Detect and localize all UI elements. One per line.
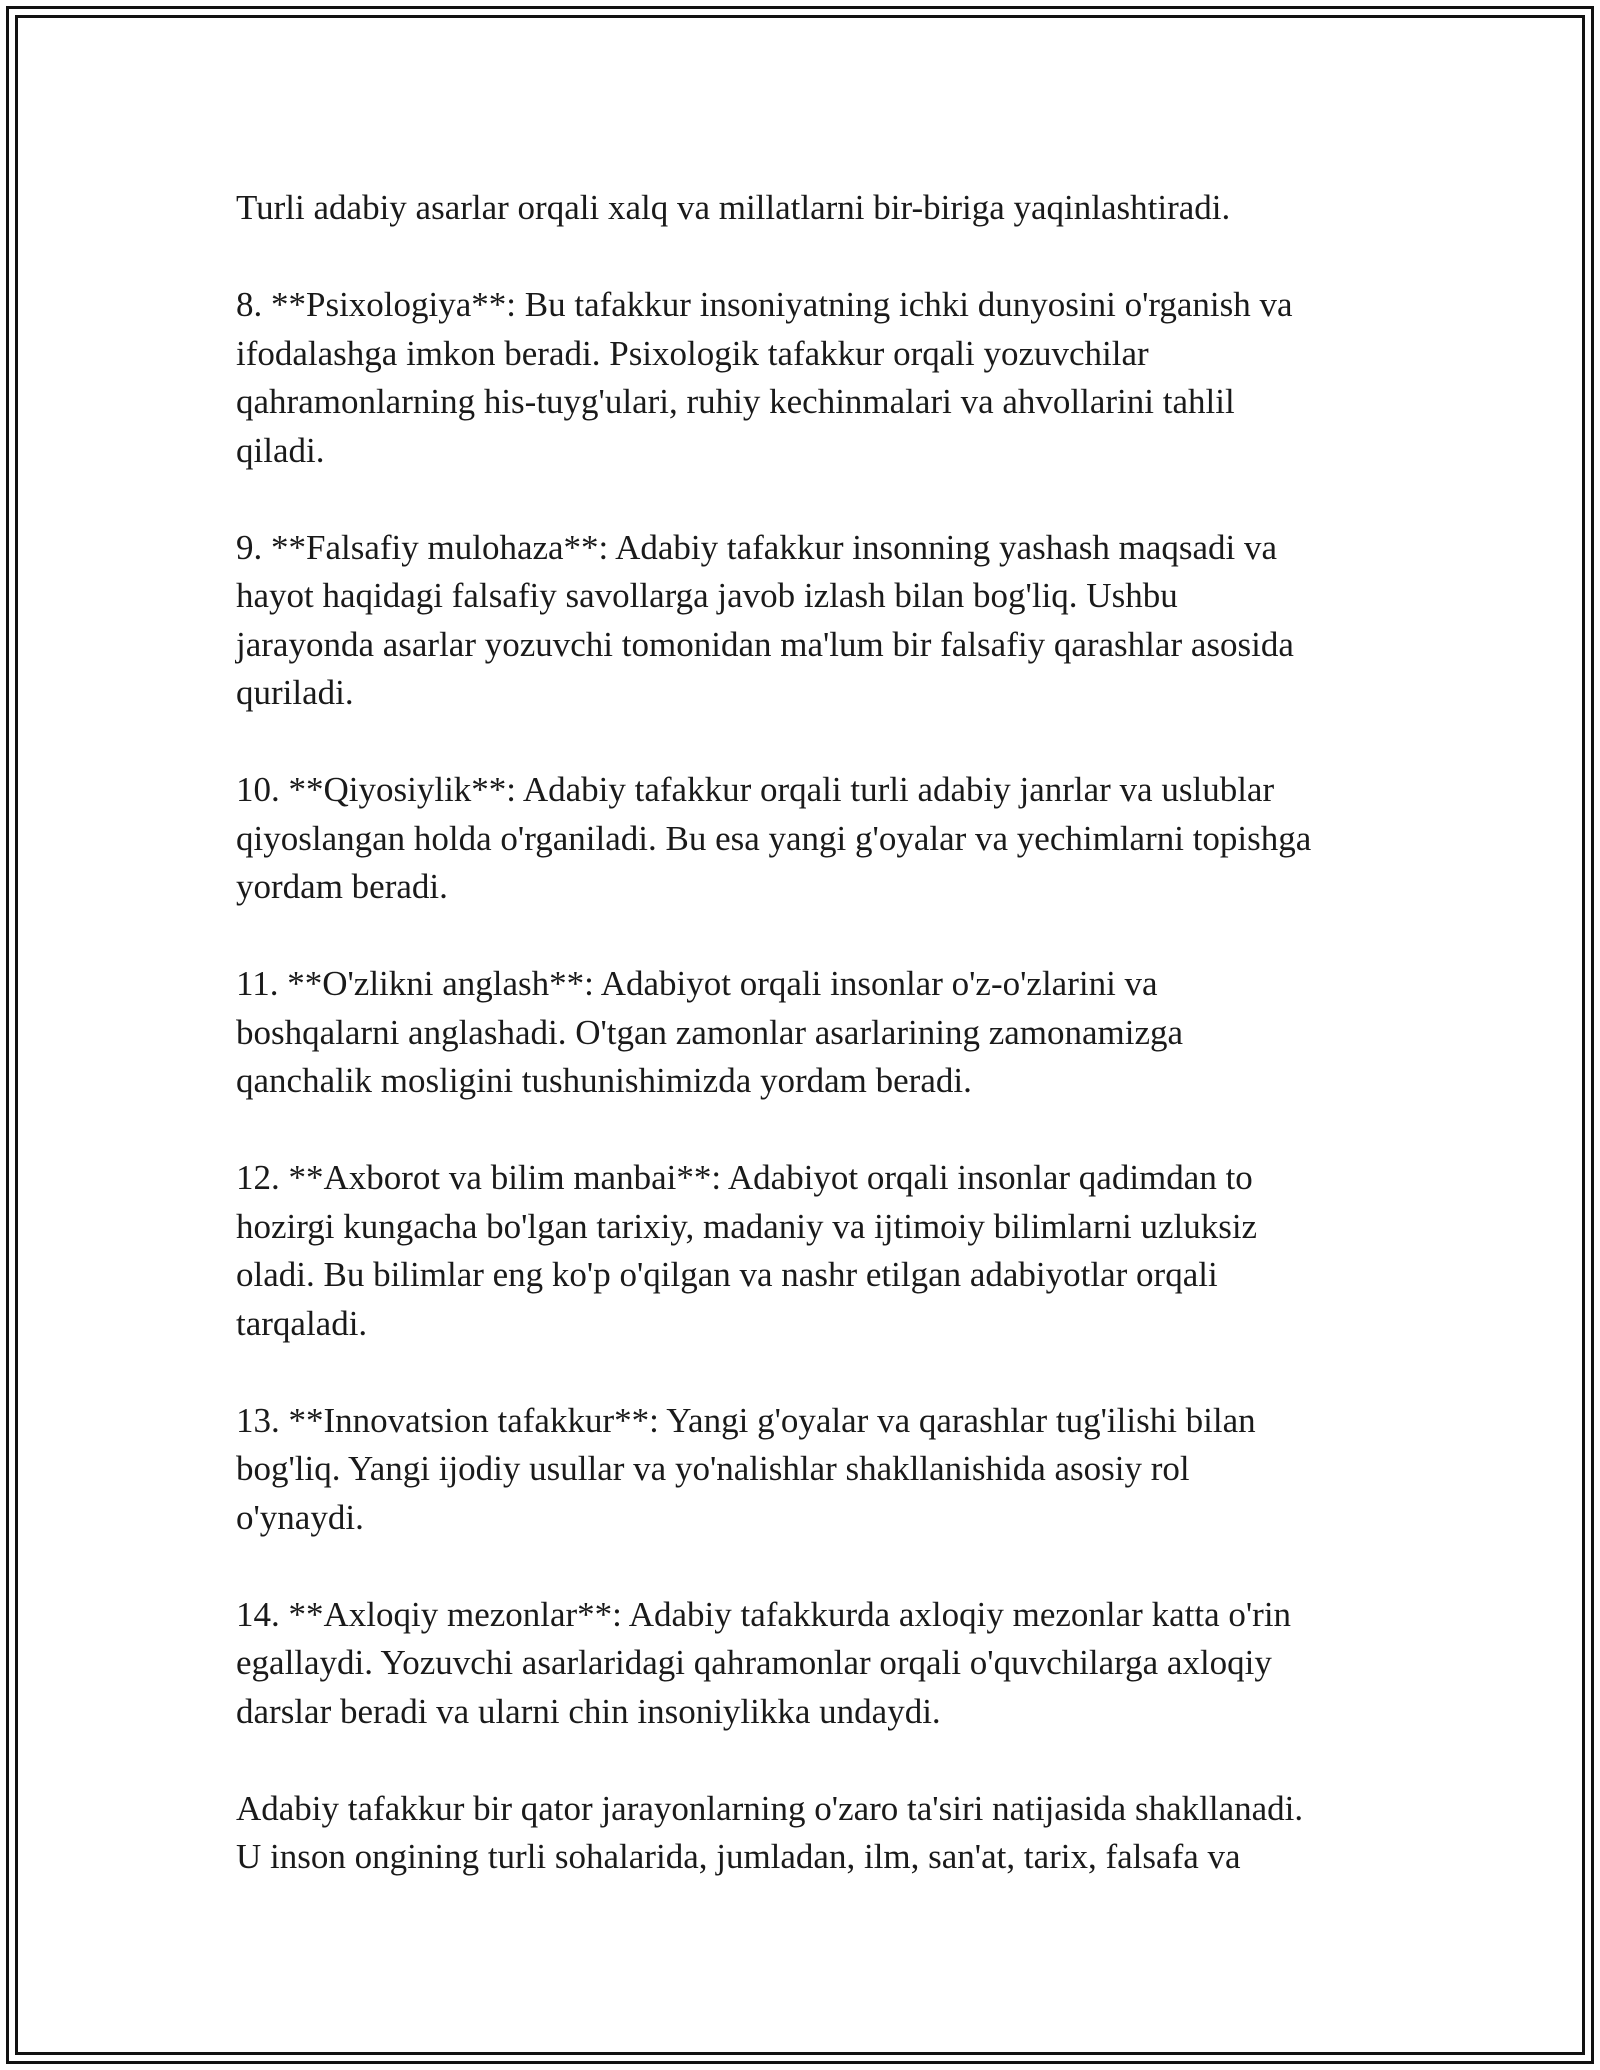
paragraph-ozlikni-anglash: 11. **O'zlikni anglash**: Adabiyot orqali insonlar o'z-o'zlarini va boshqalarni anglashadi. O'tgan zamonlar asarlarining zamonamizga qanchalik mosligini tushunishimizda yordam beradi. [236,964,1184,1100]
paragraph-falsafiy-mulohaza: 9. **Falsafiy mulohaza**: Adabiy tafakkur insonning yashash maqsadi va hayot haqidagi falsafiy savollarga javob izlash bilan bog'liq. Ushbu jarayonda asarlar yozuvchi tomonidan ma'lum bir falsafiy qarashlar asosida quriladi. [236,527,1294,712]
paragraph-psixologiya: 8. **Psixologiya**: Bu tafakkur insoniyatning ichki dunyosini o'rganish va ifodalashga imkon beradi. Psixologik tafakkur orqali yozuvchilar qahramonlarning his-tuyg'ulari, ruhiy kechinmalari va ahvollarini tahlil qiladi. [236,285,1293,470]
paragraph-qiyosiylik: 10. **Qiyosiylik**: Adabiy tafakkur orqali turli adabiy janrlar va uslublar qiyoslangan holda o'rganiladi. Bu esa yangi g'oyalar va yechimlarni topishga yordam beradi. [236,770,1312,906]
paragraph-intro: Turli adabiy asarlar orqali xalq va millatlarni bir-biriga yaqinlashtiradi. [236,188,1231,227]
paragraph-axborot-va-bilim: 12. **Axborot va bilim manbai**: Adabiyot orqali insonlar qadimdan to hozirgi kungacha bo'lgan tarixiy, madaniy va ijtimoiy bilimlarni uzluksiz oladi. Bu bilimlar eng ko'p o'qilgan va nashr etilgan adabiyotlar orqali tarqaladi. [236,1158,1258,1343]
paragraph-axloqiy-mezonlar: 14. **Axloqiy mezonlar**: Adabiy tafakkurda axloqiy mezonlar katta o'rin egallaydi. Yozuvchi asarlaridagi qahramonlar orqali o'quvchilarga axloqiy darslar beradi va ularni chin insoniylikka undaydi. [236,1594,1292,1731]
paragraph-innovatsion-tafakkur: 13. **Innovatsion tafakkur**: Yangi g'oyalar va qarashlar tug'ilishi bilan bog'liq. Yangi ijodiy usullar va yo'nalishlar shakllanishida asosiy rol o'ynaydi. [236,1400,1256,1537]
paragraph-conclusion: Adabiy tafakkur bir qator jarayonlarning o'zaro ta'siri natijasida shakllanadi. U inson ongining turli sohalarida, jumladan, ilm, san'at, tarix, falsafa va [236,1788,1304,1876]
document-body [236,184,1386,1882]
